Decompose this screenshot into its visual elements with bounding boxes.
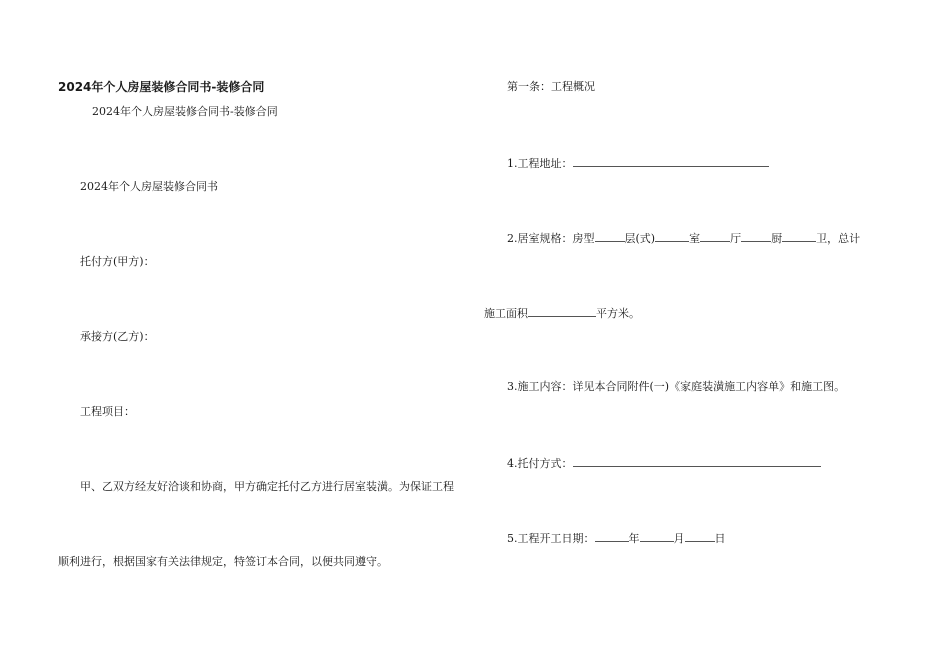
room-spec-label: 2.居室规格：房型 [507,232,595,245]
day-label: 日 [714,532,726,545]
area-line [484,305,640,321]
party-b-label: 承接方(乙方)： [80,330,155,343]
area-label: 施工面积 [484,307,528,320]
hall-label: 厅 [730,232,742,245]
month-blank [640,530,674,542]
year-label: 年 [628,532,640,545]
party-a-label: 托付方(甲方)： [80,255,155,268]
project-label: 工程项目： [80,405,135,418]
year-blank [595,530,629,542]
payment-line [507,455,821,471]
start-date-label: 5.工程开工日期： [507,532,595,545]
kitchen-blank [782,230,816,242]
month-label: 月 [673,532,685,545]
room-type-blank [595,230,625,242]
document-title: 2024年个人房屋装修合同书-装修合同 [58,80,265,94]
contract-heading: 2024年个人房屋装修合同书 [80,180,218,193]
room-floor-label: 层(式) [624,232,656,245]
room-spec-line [507,230,860,246]
bath-label: 卫，总计 [816,232,861,245]
document-subtitle: 2024年个人房屋装修合同书-装修合同 [92,105,278,118]
room-count-label: 室 [689,232,701,245]
article-1-heading: 第一条：工程概况 [507,80,595,93]
kitchen-label: 厨 [771,232,783,245]
floor-blank [655,230,689,242]
address-line [507,155,769,171]
address-blank [573,155,769,167]
hall-blank [741,230,771,242]
payment-label: 4.托付方式： [507,457,573,470]
room-blank [700,230,730,242]
content-line: 3.施工内容：详见本合同附件(一)《家庭装潢施工内容单》和施工图。 [507,380,846,393]
intro-paragraph-line-2: 顺利进行，根据国家有关法律规定，特签订本合同，以便共同遵守。 [58,555,388,568]
address-label: 1.工程地址： [507,157,573,170]
start-date-line [507,530,726,546]
payment-blank [573,455,821,467]
area-unit: 平方米。 [596,307,640,320]
day-blank [685,530,715,542]
area-blank [528,305,596,317]
intro-paragraph-line-1: 甲、乙双方经友好洽谈和协商，甲方确定托付乙方进行居室装潢。为保证工程 [80,480,454,493]
